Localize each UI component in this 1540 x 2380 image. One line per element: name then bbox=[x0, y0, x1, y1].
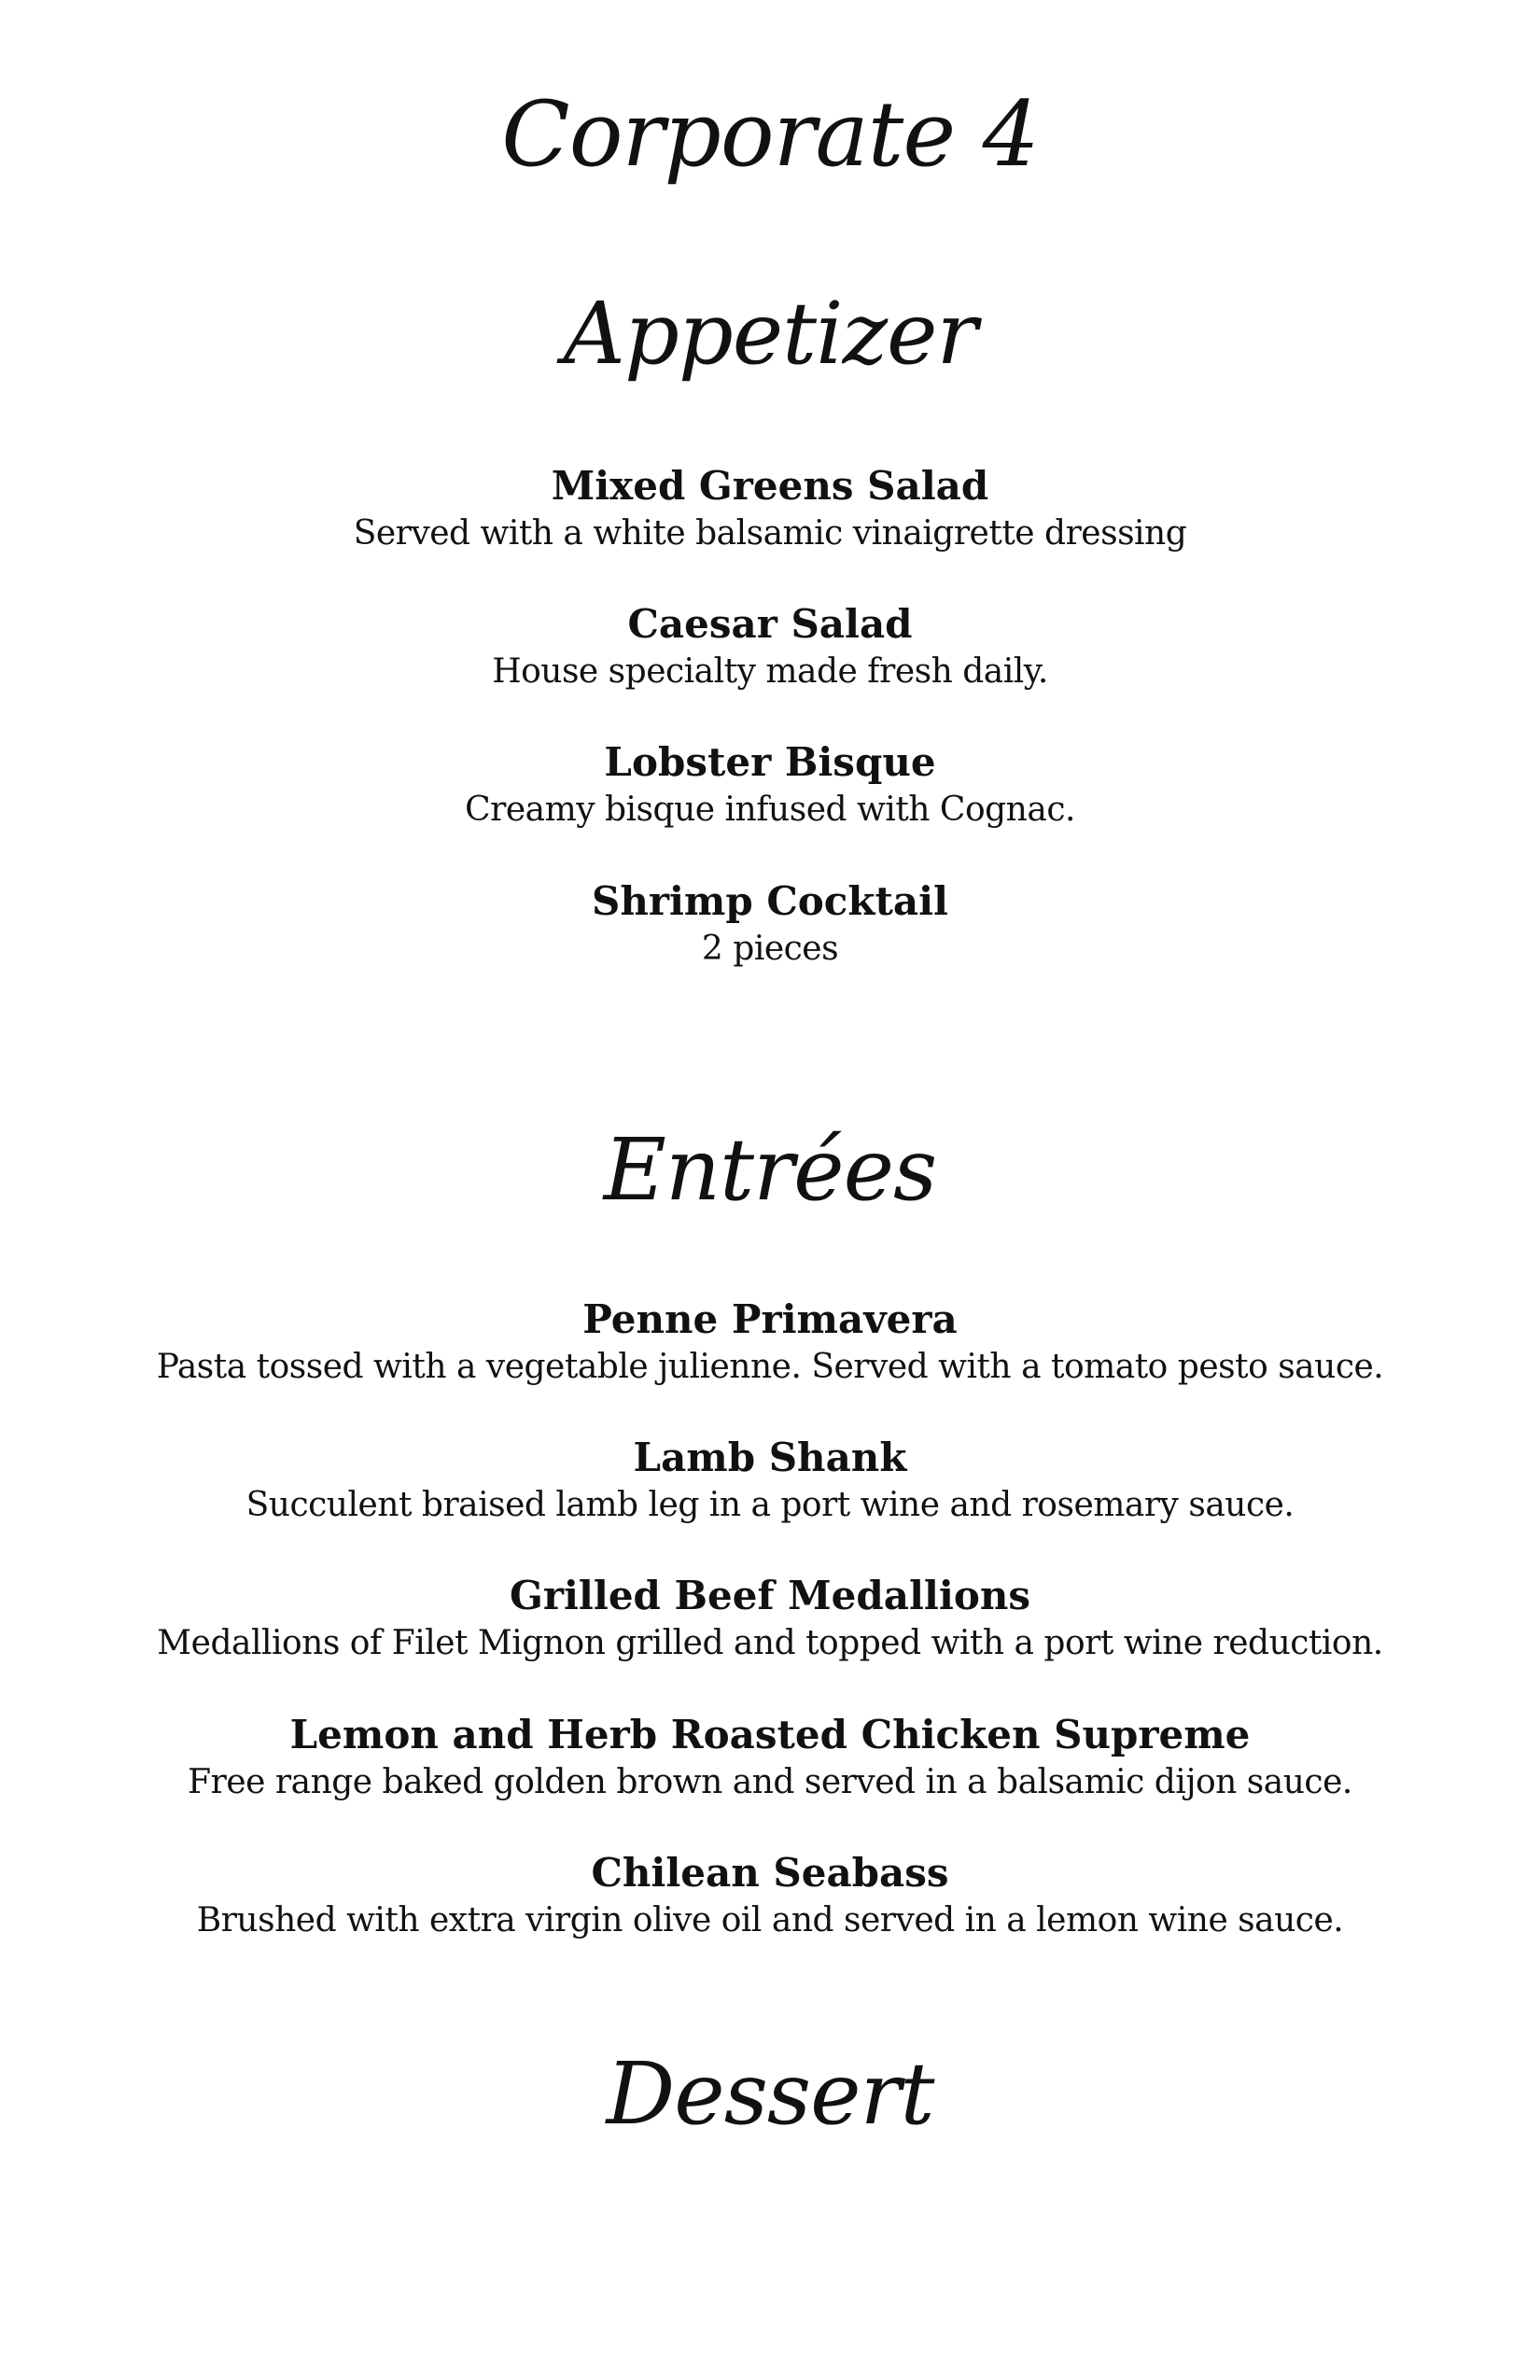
entree-item-lamb-shank bbox=[0, 1435, 1540, 1524]
appetizer-item-shrimp-cocktail bbox=[0, 878, 1540, 968]
menu-title: Corporate 4 bbox=[501, 82, 1039, 187]
item-name: Lamb Shank bbox=[633, 1435, 907, 1480]
item-description: Brushed with extra virgin olive oil and served in a lemon wine sauce. bbox=[196, 1901, 1344, 1939]
appetizer-heading: Appetizer bbox=[563, 284, 977, 384]
item-name: Caesar Salad bbox=[627, 601, 913, 647]
item-description: Free range baked golden brown and served in a balsamic dijon sauce. bbox=[188, 1763, 1352, 1801]
item-description: Pasta tossed with a vegetable julienne. Served with a tomato pesto sauce. bbox=[156, 1348, 1384, 1386]
item-description: House specialty made fresh daily. bbox=[492, 652, 1048, 691]
entree-item-chilean-seabass bbox=[0, 1850, 1540, 1939]
item-name: Mixed Greens Salad bbox=[551, 463, 989, 509]
entree-item-penne-primavera bbox=[0, 1296, 1540, 1386]
item-description: 2 pieces bbox=[701, 930, 839, 968]
item-description: Creamy bisque infused with Cognac. bbox=[465, 791, 1075, 829]
item-name: Lobster Bisque bbox=[604, 739, 936, 785]
item-description: Medallions of Filet Mignon grilled and topped with a port wine reduction. bbox=[157, 1624, 1383, 1662]
item-description: Succulent braised lamb leg in a port wine and rosemary sauce. bbox=[245, 1486, 1295, 1524]
appetizer-item-lobster-bisque bbox=[0, 739, 1540, 829]
item-name: Shrimp Cocktail bbox=[591, 878, 949, 924]
item-description: Served with a white balsamic vinaigrette dressing bbox=[353, 514, 1187, 553]
item-name: Grilled Beef Medallions bbox=[509, 1573, 1031, 1618]
item-name: Chilean Seabass bbox=[591, 1850, 949, 1896]
dessert-heading: Dessert bbox=[606, 2044, 934, 2144]
appetizer-item-caesar-salad bbox=[0, 601, 1540, 691]
appetizer-item-mixed-greens-salad bbox=[0, 463, 1540, 553]
item-name: Lemon and Herb Roasted Chicken Supreme bbox=[289, 1712, 1251, 1757]
entree-item-lemon-herb-chicken-supreme bbox=[0, 1712, 1540, 1801]
entrees-heading: Entrées bbox=[603, 1120, 937, 1220]
item-name: Penne Primavera bbox=[582, 1296, 958, 1342]
entree-item-grilled-beef-medallions bbox=[0, 1573, 1540, 1662]
